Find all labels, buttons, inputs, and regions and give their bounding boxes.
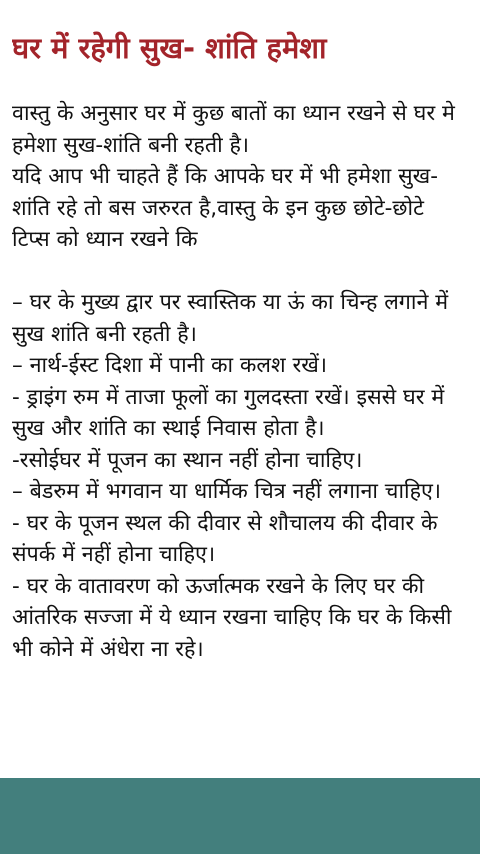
intro-paragraph-2: यदि आप भी चाहते हैं कि आपके घर में भी हमेशा सुख-शांति रहे तो बस जरुरत है,वास्तु के इन कुछ छोटे-छोटे टिप्स को ध्यान रखने कि — [12, 164, 438, 252]
tip-item-7: - घर के वातावरण को ऊर्जात्मक रखने के लिए घर की आंतरिक सज्जा में ये ध्यान रखना चाहिए कि घर के किसी भी कोने में अंधेरा ना रहे। — [12, 573, 452, 662]
tip-item-2: – नार्थ-ईस्ट दिशा में पानी का कलश रखें। — [12, 353, 327, 378]
paragraph-gap — [12, 256, 468, 288]
intro-paragraph-1: वास्तु के अनुसार घर में कुछ बातों का ध्यान रखने से घर मे हमेशा सुख-शांति बनी रहती है। — [12, 101, 455, 158]
tip-item-4: -रसोईघर में पूजन का स्थान नहीं होना चाहिए। — [12, 447, 363, 473]
tip-item-3: - ड्राइंग रुम में ताजा फूलों का गुलदस्ता रखें। इससे घर में सुख और शांति का स्थाई निवास होता है। — [12, 384, 445, 441]
article-content — [12, 98, 468, 665]
article-title: घर में रहेगी सुख- शांति हमेशा — [12, 31, 327, 65]
tip-item-6: - घर के पूजन स्थल की दीवार से शौचालय की दीवार के संपर्क में नहीं होना चाहिए। — [12, 510, 438, 567]
tip-item-5: – बेडरुम में भगवान या धार्मिक चित्र नहीं लगाना चाहिए। — [12, 479, 442, 504]
bottom-bar — [0, 778, 480, 854]
tip-item-1: – घर के मुख्य द्वार पर स्वास्तिक या ऊं का चिन्ह लगाने में सुख शांति बनी रहती है। — [12, 290, 449, 347]
